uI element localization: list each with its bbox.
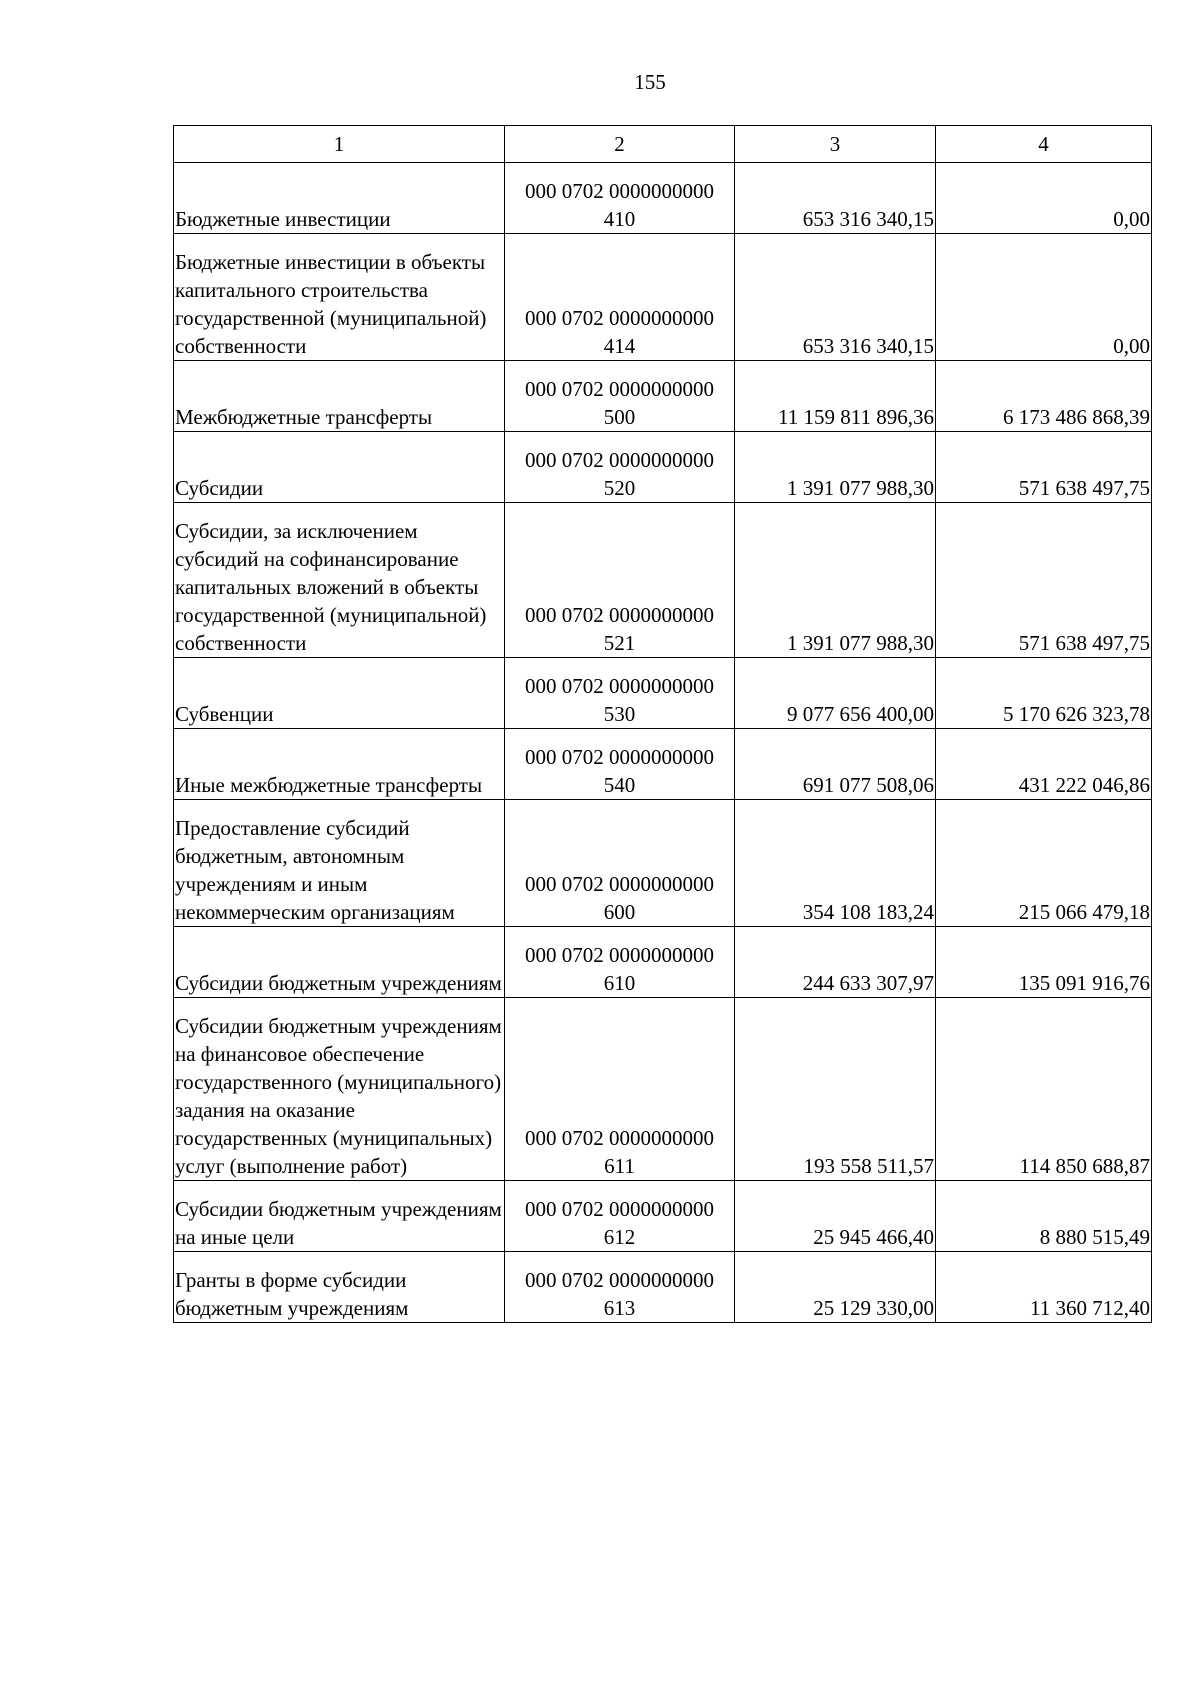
row-col3-value: 354 108 183,24: [735, 800, 936, 927]
table-row: [174, 432, 1152, 503]
row-code-prefix: 000 0702 0000000000: [525, 1268, 714, 1292]
row-col3-value: 1 391 077 988,30: [735, 503, 936, 658]
row-code-suffix: 600: [603, 900, 636, 924]
row-code-prefix: 000 0702 0000000000: [525, 1126, 714, 1150]
row-code-suffix: 500: [603, 405, 636, 429]
row-name: Субсидии бюджетным учреждениям: [174, 927, 505, 998]
row-col4-value: 571 638 497,75: [936, 432, 1152, 503]
row-code-suffix: 521: [603, 631, 636, 655]
row-code-suffix: 414: [603, 334, 636, 358]
row-code-prefix: 000 0702 0000000000: [525, 448, 714, 472]
table-row: [174, 1252, 1152, 1323]
row-code-prefix: 000 0702 0000000000: [525, 603, 714, 627]
header-col-2: 2: [505, 126, 735, 163]
row-name: Межбюджетные трансферты: [174, 361, 505, 432]
row-code: [505, 800, 735, 927]
row-code-suffix: 610: [603, 971, 636, 995]
row-code: [505, 998, 735, 1181]
row-col3-value: 691 077 508,06: [735, 729, 936, 800]
row-name: Гранты в форме субсидии бюджетным учреждениям: [174, 1252, 505, 1323]
row-code: [505, 927, 735, 998]
header-col-3: 3: [735, 126, 936, 163]
row-col4-value: 0,00: [936, 163, 1152, 234]
row-col4-value: 8 880 515,49: [936, 1181, 1152, 1252]
table-row: [174, 503, 1152, 658]
table-header-row: [174, 126, 1152, 163]
table-row: [174, 234, 1152, 361]
row-col4-value: 11 360 712,40: [936, 1252, 1152, 1323]
row-name: Субсидии: [174, 432, 505, 503]
page-number: 155: [634, 70, 666, 94]
table-row: [174, 927, 1152, 998]
row-col3-value: 244 633 307,97: [735, 927, 936, 998]
row-code-prefix: 000 0702 0000000000: [525, 306, 714, 330]
row-code: [505, 729, 735, 800]
header-col-4: 4: [936, 126, 1152, 163]
row-col4-value: 135 091 916,76: [936, 927, 1152, 998]
row-code: [505, 1181, 735, 1252]
row-name: Субсидии бюджетным учреждениям на финансовое обеспечение государственного (муниципального) задания на оказание государственных (муниципальных) услуг (выполнение работ): [174, 998, 505, 1181]
row-name: Субсидии бюджетным учреждениям на иные цели: [174, 1181, 505, 1252]
row-name: Субсидии, за исключением субсидий на софинансирование капитальных вложений в объекты государственной (муниципальной) собственности: [174, 503, 505, 658]
row-code: [505, 432, 735, 503]
row-col3-value: 9 077 656 400,00: [735, 658, 936, 729]
row-code-prefix: 000 0702 0000000000: [525, 943, 714, 967]
row-col3-value: 25 129 330,00: [735, 1252, 936, 1323]
row-code: [505, 361, 735, 432]
row-code: [505, 234, 735, 361]
row-code-prefix: 000 0702 0000000000: [525, 377, 714, 401]
row-col4-value: 5 170 626 323,78: [936, 658, 1152, 729]
row-code-prefix: 000 0702 0000000000: [525, 872, 714, 896]
row-col3-value: 653 316 340,15: [735, 163, 936, 234]
table-row: [174, 658, 1152, 729]
row-code-suffix: 520: [603, 476, 636, 500]
row-col4-value: 6 173 486 868,39: [936, 361, 1152, 432]
row-code-suffix: 410: [603, 207, 636, 231]
row-col3-value: 1 391 077 988,30: [735, 432, 936, 503]
row-col4-value: 431 222 046,86: [936, 729, 1152, 800]
table-row: [174, 163, 1152, 234]
header-col-1: 1: [174, 126, 505, 163]
row-code-suffix: 530: [603, 702, 636, 726]
row-code-suffix: 540: [603, 773, 636, 797]
table-row: [174, 361, 1152, 432]
row-name: Субвенции: [174, 658, 505, 729]
row-code: [505, 1252, 735, 1323]
row-code-prefix: 000 0702 0000000000: [525, 179, 714, 203]
row-col3-value: 25 945 466,40: [735, 1181, 936, 1252]
row-col4-value: 215 066 479,18: [936, 800, 1152, 927]
row-col3-value: 193 558 511,57: [735, 998, 936, 1181]
row-col3-value: 653 316 340,15: [735, 234, 936, 361]
row-code-suffix: 613: [603, 1296, 636, 1320]
table-row: [174, 1181, 1152, 1252]
table-row: [174, 998, 1152, 1181]
row-code: [505, 503, 735, 658]
row-code: [505, 658, 735, 729]
budget-table: [173, 125, 1152, 1323]
table-row: [174, 800, 1152, 927]
row-name: Бюджетные инвестиции в объекты капитального строительства государственной (муниципальной) собственности: [174, 234, 505, 361]
table-row: [174, 729, 1152, 800]
row-name: Предоставление субсидий бюджетным, автономным учреждениям и иным некоммерческим организациям: [174, 800, 505, 927]
row-col3-value: 11 159 811 896,36: [735, 361, 936, 432]
row-code-suffix: 612: [603, 1225, 636, 1249]
row-code-suffix: 611: [604, 1154, 635, 1178]
row-name: Иные межбюджетные трансферты: [174, 729, 505, 800]
row-col4-value: 0,00: [936, 234, 1152, 361]
row-code-prefix: 000 0702 0000000000: [525, 745, 714, 769]
row-code-prefix: 000 0702 0000000000: [525, 674, 714, 698]
row-code-prefix: 000 0702 0000000000: [525, 1197, 714, 1221]
row-name: Бюджетные инвестиции: [174, 163, 505, 234]
row-code: [505, 163, 735, 234]
row-col4-value: 571 638 497,75: [936, 503, 1152, 658]
row-col4-value: 114 850 688,87: [936, 998, 1152, 1181]
